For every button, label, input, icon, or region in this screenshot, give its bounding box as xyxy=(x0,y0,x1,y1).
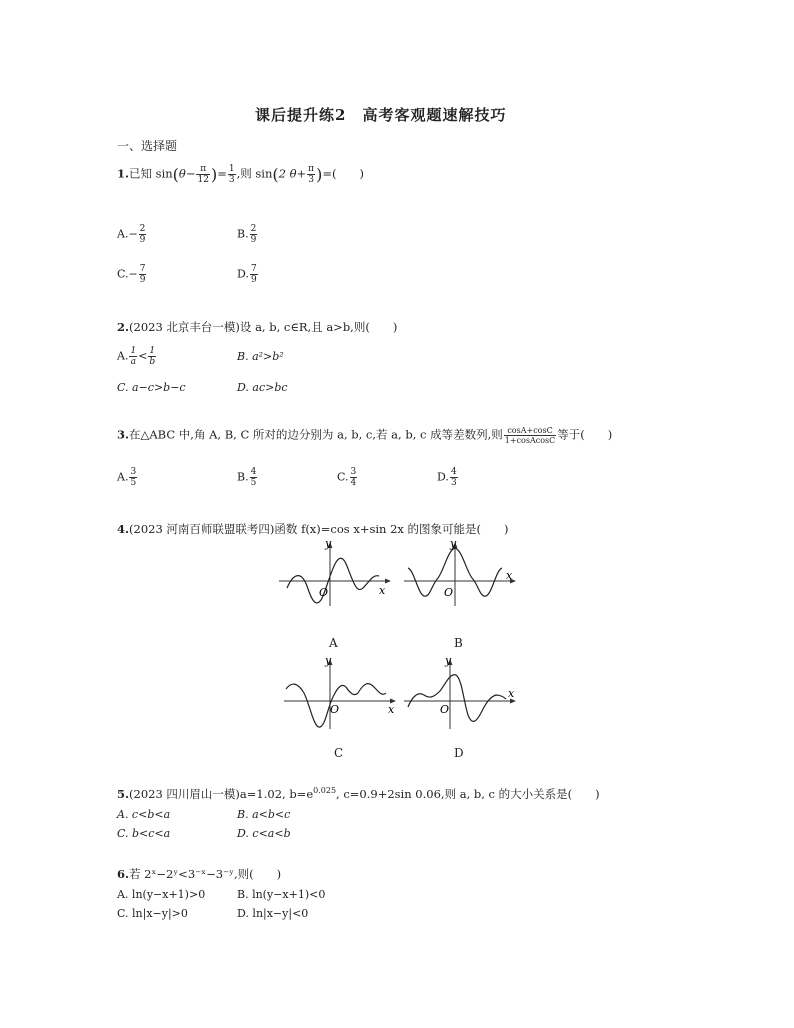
question-number: 1. xyxy=(117,166,130,181)
q6-option-a: A. ln(y−x+1)>0 xyxy=(117,888,206,901)
graph-caption-b: B xyxy=(454,636,463,650)
question-number: 4. xyxy=(117,522,130,536)
fraction: $\frac{\pi}{3}$ xyxy=(308,164,315,185)
y-axis-label: y xyxy=(445,654,452,667)
q6-option-b: B. ln(y−x+1)<0 xyxy=(237,888,326,901)
q5-text-pre: (2023 四川眉山一模)a=1.02, b=e xyxy=(129,787,314,801)
q1-option-b: B. $\frac{2}{9}$ xyxy=(237,224,257,245)
q1-option-a: A.− $\frac{2}{9}$ xyxy=(117,224,146,245)
q4-text: (2023 河南百师联盟联考四)函数 f(x)=cos x+sin 2x 的图象可能是( ) xyxy=(129,522,509,536)
q5-text-post: , c=0.9+2sin 0.06,则 a, b, c 的大小关系是( ) xyxy=(336,787,600,801)
origin-label: O xyxy=(440,703,450,716)
q2-option-c: C. a−c>b−c xyxy=(117,381,186,394)
q1-arg1: θ− xyxy=(178,166,196,181)
q6-option-c: C. ln|x−y|>0 xyxy=(117,907,188,920)
q2-text: (2023 北京丰台一模)设 a, b, c∈R,且 a>b,则( ) xyxy=(129,320,398,334)
question-number: 5. xyxy=(117,787,130,801)
q3-option-c: C. $\frac{3}{4}$ xyxy=(337,467,357,488)
graph-b xyxy=(400,538,520,608)
q5-option-a: A. c<b<a xyxy=(117,808,171,821)
question-1: 1.已知 sin(θ− $\frac{\pi}{12}$ )= $\frac{1}{3}$ ,则 sin(2 θ+ $\frac{\pi}{3}$ )=( ) xyxy=(117,164,364,185)
q2-option-d: D. ac>bc xyxy=(237,381,288,394)
question-3: 3.在△ABC 中,角 A, B, C 所对的边分别为 a, b, c,若 a, b, c 成等差数列,则 $\frac{\cos A+\cos C}{\text{1+cosAcosC}}$ 等于( ) xyxy=(117,426,613,445)
q3-text-post: 等于( ) xyxy=(557,427,613,442)
q3-option-a: A. $\frac{3}{5}$ xyxy=(117,467,137,488)
graph-caption-c: C xyxy=(334,746,344,760)
question-5 xyxy=(117,786,600,802)
q6-option-d: D. ln|x−y|<0 xyxy=(237,907,309,920)
q5-option-c: C. b<c<a xyxy=(117,827,171,840)
fraction: $\frac{\pi}{12}$ xyxy=(197,164,209,185)
page-title: 课后提升练2 高考客观题速解技巧 xyxy=(255,106,507,124)
q3-option-b: B. $\frac{4}{5}$ xyxy=(237,467,257,488)
q1-option-c: C.− $\frac{7}{9}$ xyxy=(117,264,146,285)
x-axis-label: x xyxy=(508,687,515,700)
q3-option-d: D. $\frac{4}{3}$ xyxy=(437,467,457,488)
q5-option-d: D. c<a<b xyxy=(237,827,291,840)
graph-caption-a: A xyxy=(329,636,338,650)
q1-text-mid: ,则 sin xyxy=(236,166,273,181)
origin-label: O xyxy=(444,586,454,599)
section-heading: 一、选择题 xyxy=(117,139,178,153)
question-number: 3. xyxy=(117,427,130,442)
q1-text-pre: 已知 sin xyxy=(129,166,173,181)
q2-option-b: B. a²>b² xyxy=(237,350,284,363)
x-axis-label: x xyxy=(388,703,395,716)
graph-a xyxy=(275,538,395,608)
x-axis-label: x xyxy=(506,569,513,582)
fraction: $\frac{1}{3}$ xyxy=(228,164,235,185)
graph-d xyxy=(400,653,520,733)
graph-c xyxy=(280,653,400,733)
q6-text: 若 2ˣ−2ʸ<3⁻ˣ−3⁻ʸ,则( ) xyxy=(129,867,282,881)
q1-option-d: D. $\frac{7}{9}$ xyxy=(237,264,257,285)
x-axis-label: x xyxy=(379,584,386,597)
question-number: 6. xyxy=(117,867,130,881)
origin-label: O xyxy=(330,703,340,716)
question-2 xyxy=(117,319,397,335)
q5-exponent: 0.025 xyxy=(313,786,337,796)
q5-option-b: B. a<b<c xyxy=(237,808,291,821)
q1-text-post: =( ) xyxy=(322,166,364,181)
graph-caption-d: D xyxy=(454,746,464,760)
y-axis-label: y xyxy=(325,538,332,550)
question-number: 2. xyxy=(117,320,130,334)
y-axis-label: y xyxy=(325,654,332,667)
q2-option-a: A. $\frac{1}{a}$ < $\frac{1}{b}$ xyxy=(117,346,156,367)
question-6 xyxy=(117,866,281,882)
y-axis-label: y xyxy=(450,538,457,550)
origin-label: O xyxy=(319,586,329,599)
question-4 xyxy=(117,521,509,537)
q3-text: 在△ABC 中,角 A, B, C 所对的边分别为 a, b, c,若 a, b, c 成等差数列,则 xyxy=(129,427,503,442)
q1-arg2: 2 θ+ xyxy=(278,166,307,181)
